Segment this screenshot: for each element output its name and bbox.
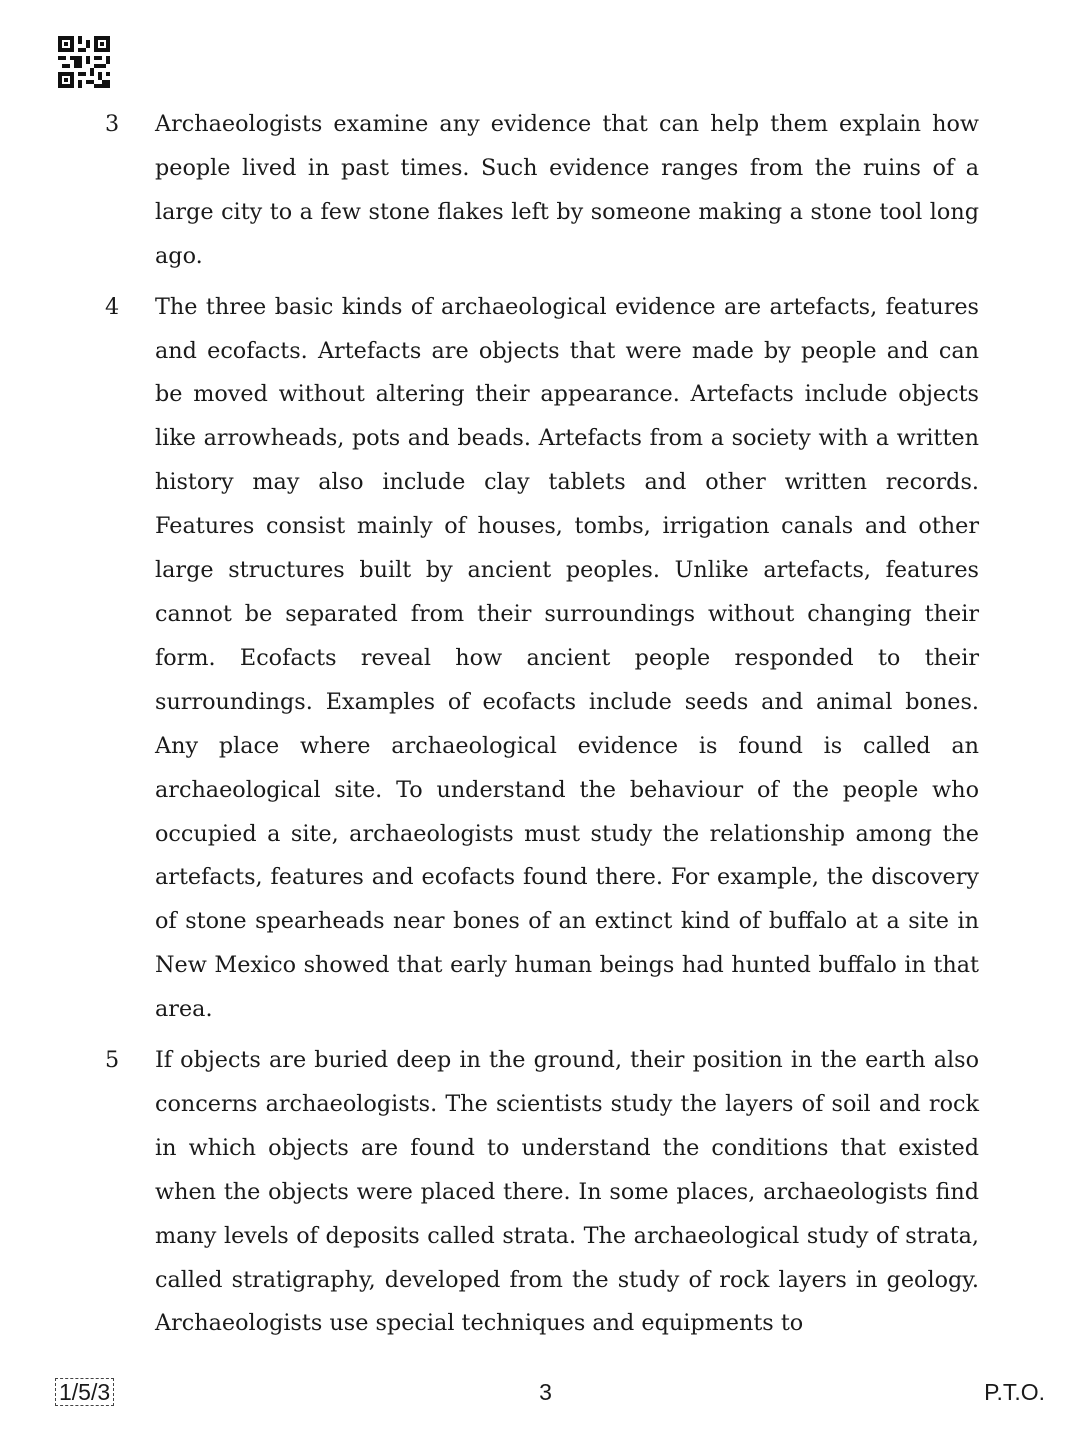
- paper-code-box: 1/5/3: [55, 1378, 114, 1406]
- paragraph-number: 3: [105, 111, 120, 137]
- paragraph-text: Archaeologists examine any evidence that can help them explain how people lived in past times. Such evidence ranges from the ruins of a large city to a few stone flakes left by someone making a stone tool long ago.: [155, 111, 979, 269]
- paragraph-number: 5: [105, 1047, 120, 1074]
- please-turn-over: P.T.O.: [984, 1379, 1045, 1405]
- paragraph-4: [105, 286, 979, 1032]
- paragraph-text: The three basic kinds of archaeological evidence are artefacts, features and ecofacts. Artefacts are objects that were made by people and can be moved without altering their appearance. Artefacts include objects like arrowheads, pots and beads. Artefacts from a society with a written history may also include clay tablets and other written records. Features consist mainly of houses, tombs, irrigation canals and other large structures built by ancient peoples. Unlike artefacts, features cannot be separated from their surroundings without changing their form. Ecofacts reveal how ancient people responded to their surroundings. Examples of ecofacts include seeds and animal bones. Any place where archaeological evidence is found is called an archaeological site. To understand the behaviour of the people who occupied a site, archaeologists must study the relationship among the artefacts, features and ecofacts found there. For example, the discovery of stone spearheads near bones of an extinct kind of buffalo at a site in New Mexico showed that early human beings had hunted buffalo in that area.: [155, 293, 979, 1023]
- paragraph-number: 4: [105, 293, 120, 320]
- document-body: [105, 103, 979, 1353]
- page-number: 3: [539, 1379, 552, 1405]
- paragraph-3: [105, 103, 979, 279]
- paragraph-text: If objects are buried deep in the ground, their position in the earth also concerns archaeologists. The scientists study the layers of soil and rock in which objects are found to understand the conditions that existed when the objects were placed there. In some places, archaeologists find many levels of deposits called strata. The archaeological study of strata, called stratigraphy, developed from the study of rock layers in geology. Archaeologists use special techniques and equipments to: [155, 1047, 979, 1337]
- qr-code-icon: [58, 36, 110, 88]
- paragraph-5: [105, 1039, 979, 1346]
